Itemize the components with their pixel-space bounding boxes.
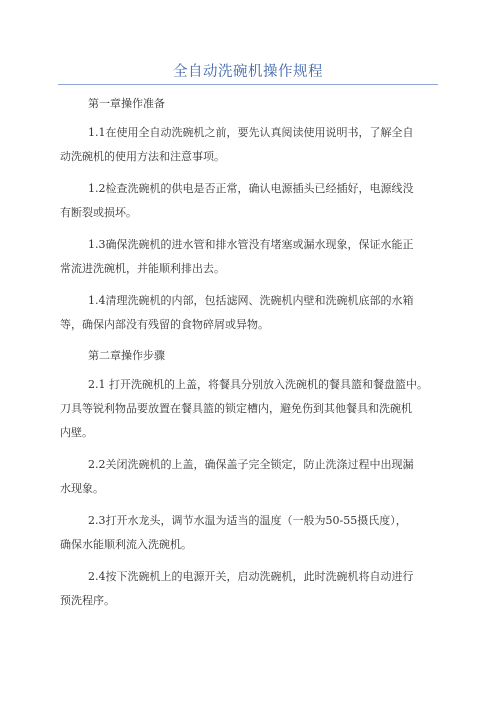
paragraph-1-2-line-2: 有断裂或损坏。: [60, 206, 137, 219]
paragraph-1-4-line-2: 等，确保内部没有残留的食物碎屑或异物。: [60, 318, 269, 331]
paragraph-1-4-line-1: 1.4清理洗碗机的内部，包括滤网、洗碗机内壁和洗碗机底部的水箱: [88, 294, 414, 307]
paragraph-2-3-line-1: 2.3打开水龙头，调节水温为适当的温度（一般为50-55摄氏度），: [88, 514, 407, 527]
paragraph-1-1-line-2: 动洗碗机的使用方法和注意事项。: [60, 150, 225, 163]
section-heading-2: 第二章操作步骤: [88, 349, 165, 362]
paragraph-1-3-line-2: 常流进洗碗机，并能顺利排出去。: [60, 262, 225, 275]
paragraph-2-4-line-2: 预洗程序。: [60, 594, 115, 607]
paragraph-2-1-line-2: 刀具等锐利物品要放置在餐具篮的锁定槽内，避免伤到其他餐具和洗碗机: [60, 402, 412, 415]
paragraph-1-1-line-1: 1.1在使用全自动洗碗机之前，要先认真阅读使用说明书，了解全自: [88, 126, 414, 139]
document-title: 全自动洗碗机操作规程: [173, 64, 323, 80]
paragraph-2-3-line-2: 确保水能顺利流入洗碗机。: [60, 538, 192, 551]
paragraph-2-2-line-2: 水现象。: [60, 482, 104, 495]
title-divider: [58, 84, 438, 85]
section-heading-1: 第一章操作准备: [88, 97, 165, 110]
paragraph-2-2-line-1: 2.2关闭洗碗机的上盖，确保盖子完全锁定，防止洗涤过程中出现漏: [88, 458, 414, 471]
paragraph-1-2-line-1: 1.2检查洗碗机的供电是否正常，确认电源插头已经插好，电源线没: [88, 182, 414, 195]
paragraph-1-3-line-1: 1.3确保洗碗机的进水管和排水管没有堵塞或漏水现象，保证水能正: [88, 238, 414, 251]
paragraph-2-4-line-1: 2.4按下洗碗机上的电源开关，启动洗碗机，此时洗碗机将自动进行: [88, 570, 414, 583]
paragraph-2-1-line-1: 2.1 打开洗碗机的上盖，将餐具分别放入洗碗机的餐具篮和餐盘篮中。: [88, 378, 428, 391]
paragraph-2-1-line-3: 内壁。: [60, 426, 93, 439]
